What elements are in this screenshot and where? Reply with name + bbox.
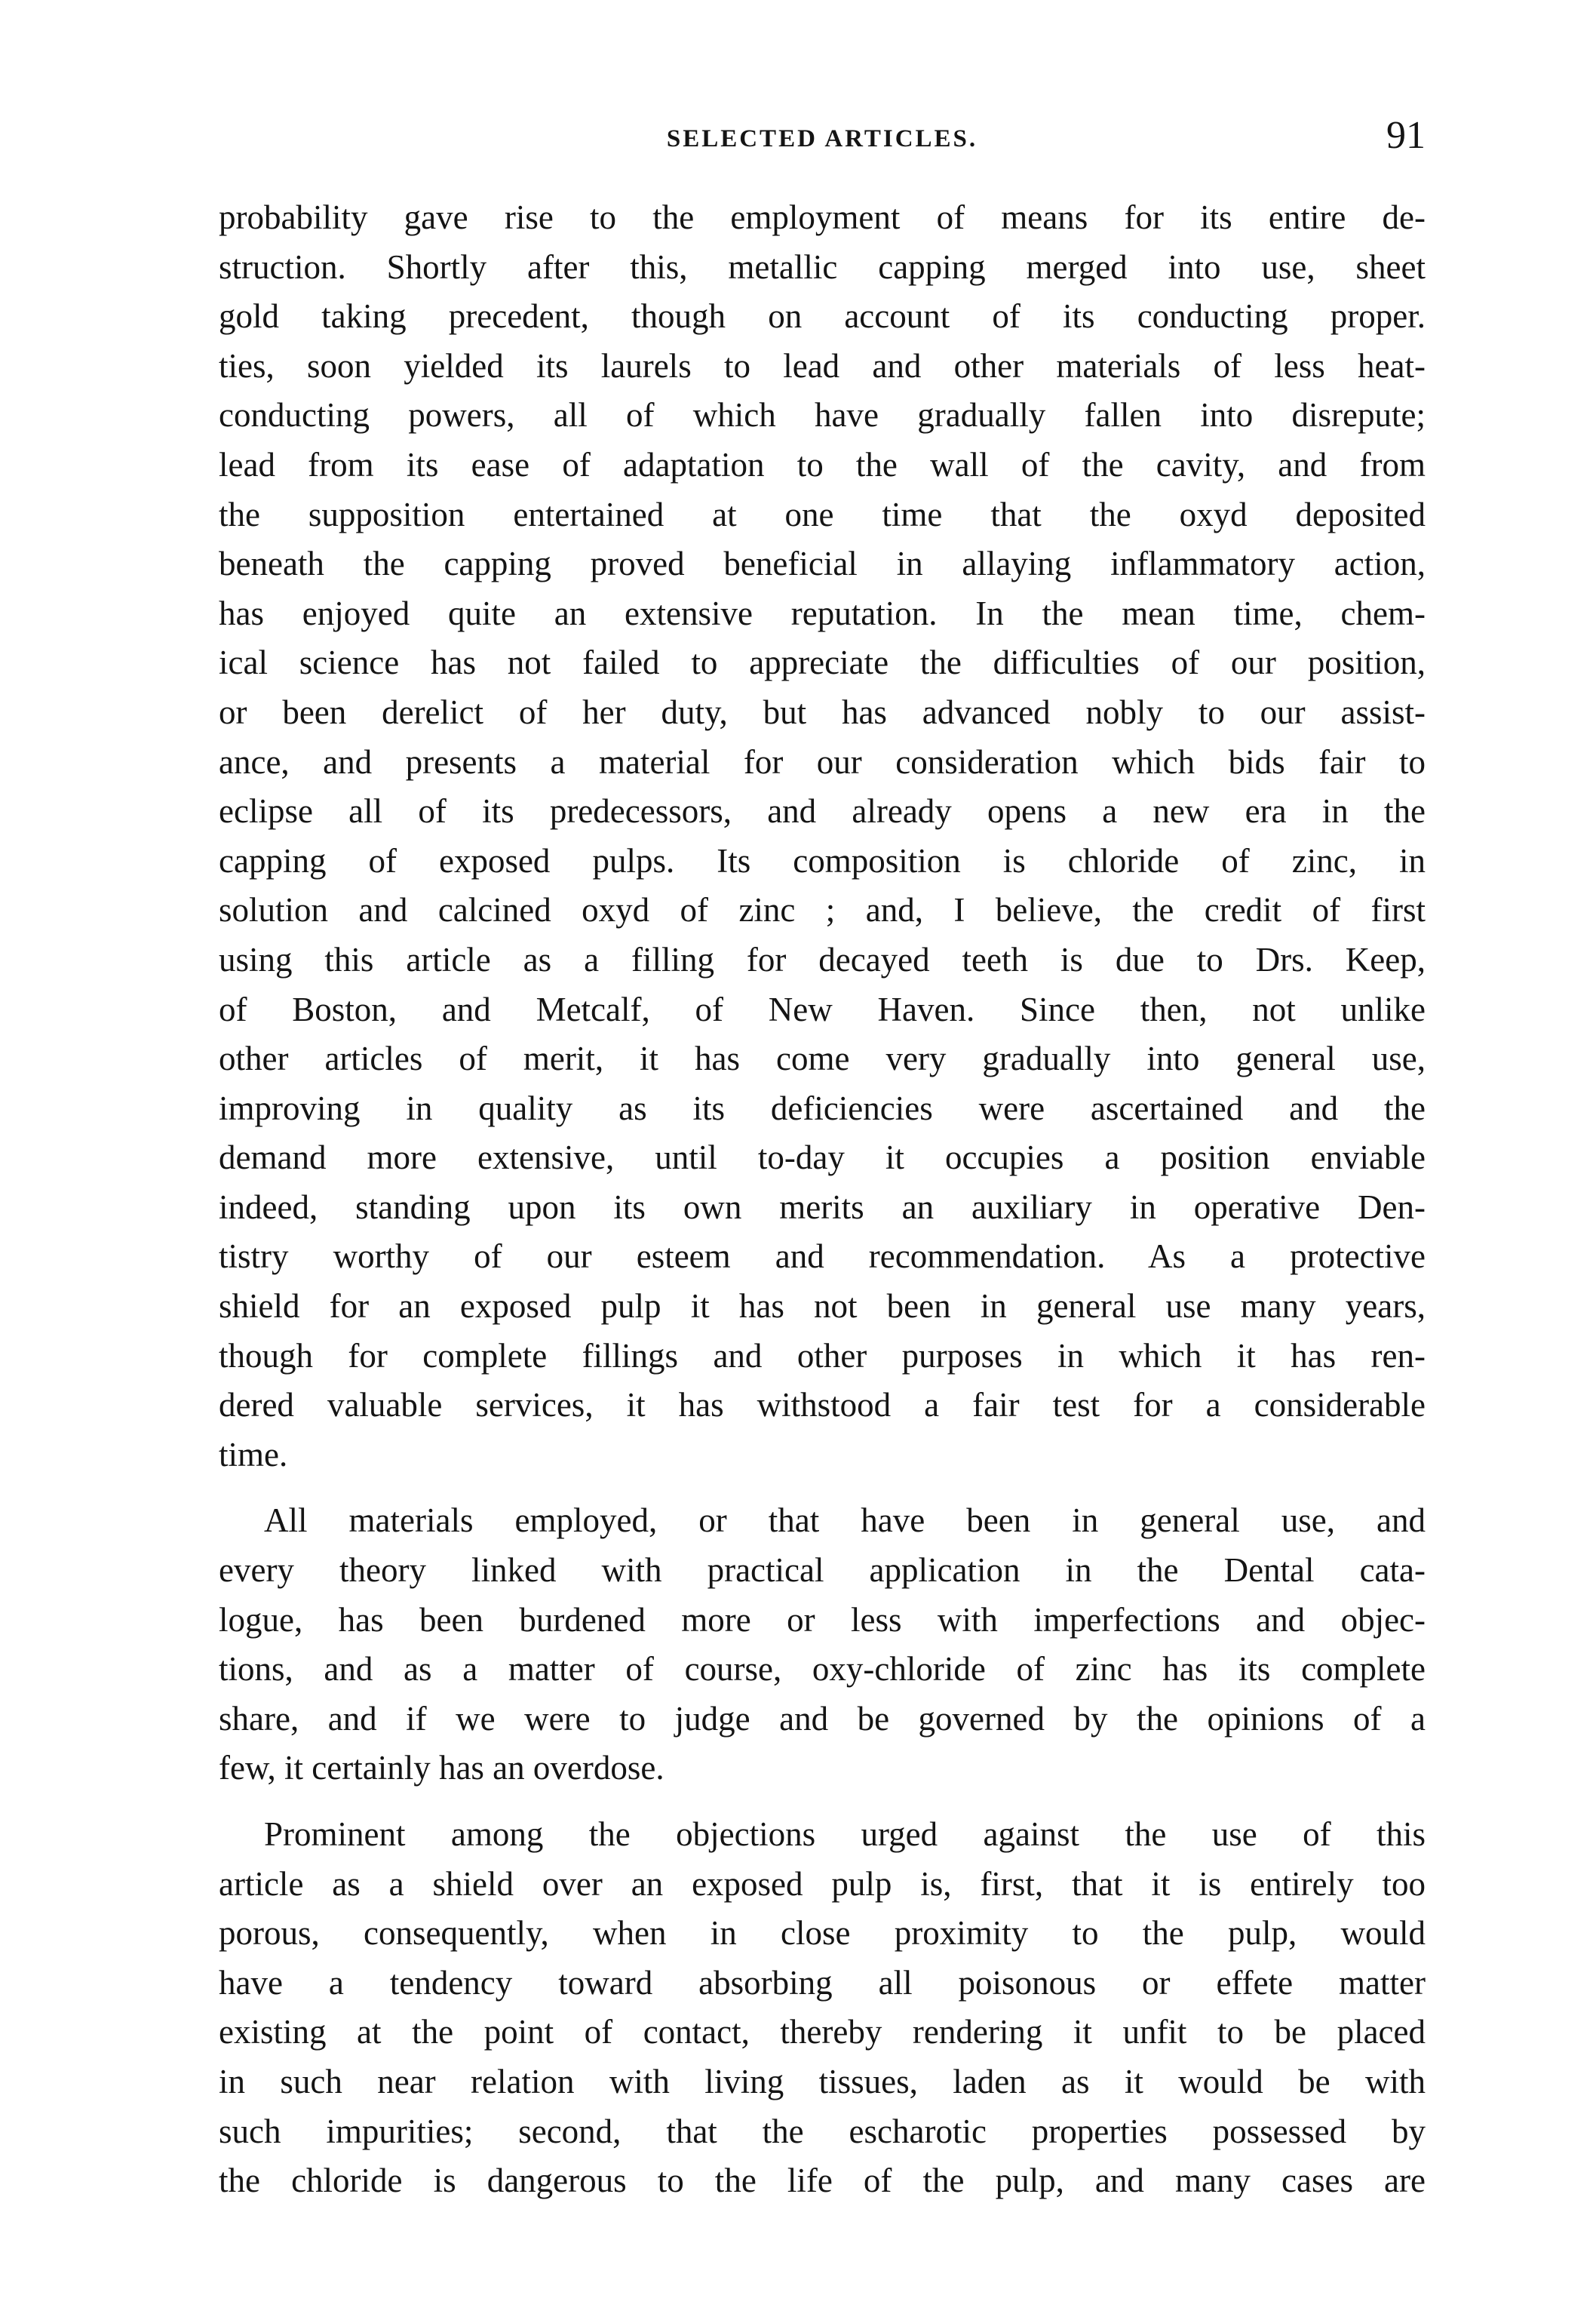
paragraph bbox=[219, 1810, 1426, 2206]
text-line: beneath the capping proved beneficial in allaying inflammatory action, bbox=[219, 545, 1426, 583]
text-line: ical science has not failed to appreciate the difficulties of our position, bbox=[219, 644, 1426, 682]
text-line: ties, soon yielded its laurels to lead and other materials of less heat- bbox=[219, 346, 1426, 385]
paragraph bbox=[219, 1496, 1426, 1793]
text-line: article as a shield over an exposed pulp is, first, that it is entirely too bbox=[219, 1864, 1426, 1903]
text-line: improving in quality as its deficiencies were ascertained and the bbox=[219, 1089, 1426, 1127]
text-line: or been derelict of her duty, but has advanced nobly to our assist- bbox=[219, 693, 1426, 731]
text-line: All materials employed, or that have been in general use, and bbox=[264, 1501, 1426, 1540]
text-line: share, and if we were to judge and be governed by the opinions of a bbox=[219, 1699, 1426, 1738]
text-line: the chloride is dangerous to the life of the pulp, and many cases are bbox=[219, 2162, 1426, 2200]
text-line: though for complete fillings and other purposes in which it has ren- bbox=[219, 1336, 1426, 1375]
text-line: tions, and as a matter of course, oxy-chloride of zinc has its complete bbox=[219, 1650, 1426, 1689]
text-line: struction. Shortly after this, metallic capping merged into use, sheet bbox=[219, 247, 1426, 286]
paragraph-gap bbox=[219, 1480, 1426, 1496]
body-text bbox=[219, 193, 1426, 2206]
text-line: using this article as a filling for decayed teeth is due to Drs. Keep, bbox=[219, 940, 1426, 979]
text-line: has enjoyed quite an extensive reputation. In the mean time, chem- bbox=[219, 594, 1426, 632]
text-line: indeed, standing upon its own merits an auxiliary in operative Den- bbox=[219, 1188, 1426, 1226]
text-line: Prominent among the objections urged against the use of this bbox=[264, 1815, 1426, 1853]
paragraph-gap bbox=[219, 1793, 1426, 1810]
text-line: porous, consequently, when in close proximity to the pulp, would bbox=[219, 1914, 1426, 1953]
text-line: in such near relation with living tissues, laden as it would be with bbox=[219, 2062, 1426, 2100]
text-line: ance, and presents a material for our consideration which bids fair to bbox=[219, 742, 1426, 781]
text-line: probability gave rise to the employment of means for its entire de- bbox=[219, 198, 1426, 236]
paragraph bbox=[219, 193, 1426, 1480]
text-line: conducting powers, all of which have gradually fallen into disrepute; bbox=[219, 396, 1426, 435]
text-line: eclipse all of its predecessors, and already opens a new era in the bbox=[219, 792, 1426, 831]
text-line: such impurities; second, that the escharotic properties possessed by bbox=[219, 2112, 1426, 2150]
page-number: 91 bbox=[1386, 114, 1426, 157]
text-line: tistry worthy of our esteem and recommendation. As a protective bbox=[219, 1237, 1426, 1276]
text-line: solution and calcined oxyd of zinc ; and, I believe, the credit of first bbox=[219, 891, 1426, 930]
text-line: of Boston, and Metcalf, of New Haven. Since then, not unlike bbox=[219, 990, 1426, 1028]
text-line: few, it certainly has an overdose. bbox=[219, 1749, 664, 1787]
text-line: shield for an exposed pulp it has not been in general use many years, bbox=[219, 1287, 1426, 1326]
text-line: gold taking precedent, though on account of its conducting proper. bbox=[219, 297, 1426, 336]
text-line: existing at the point of contact, thereby rendering it unfit to be placed bbox=[219, 2013, 1426, 2051]
text-line: demand more extensive, until to-day it occupies a position enviable bbox=[219, 1138, 1426, 1177]
running-head bbox=[219, 113, 1426, 166]
text-line: dered valuable services, it has withstood a fair test for a considerable bbox=[219, 1386, 1426, 1424]
text-line: lead from its ease of adaptation to the wall of the cavity, and from bbox=[219, 445, 1426, 484]
text-line: capping of exposed pulps. Its composition is chloride of zinc, in bbox=[219, 841, 1426, 880]
running-title: SELECTED ARTICLES. bbox=[666, 125, 978, 152]
text-line: other articles of merit, it has come very gradually into general use, bbox=[219, 1040, 1426, 1078]
text-line: the supposition entertained at one time that the oxyd deposited bbox=[219, 495, 1426, 533]
text-line: have a tendency toward absorbing all poisonous or effete matter bbox=[219, 1963, 1426, 2002]
text-line: every theory linked with practical application in the Dental cata- bbox=[219, 1551, 1426, 1590]
text-line: logue, has been burdened more or less with imperfections and objec- bbox=[219, 1600, 1426, 1639]
text-line: time. bbox=[219, 1435, 288, 1473]
